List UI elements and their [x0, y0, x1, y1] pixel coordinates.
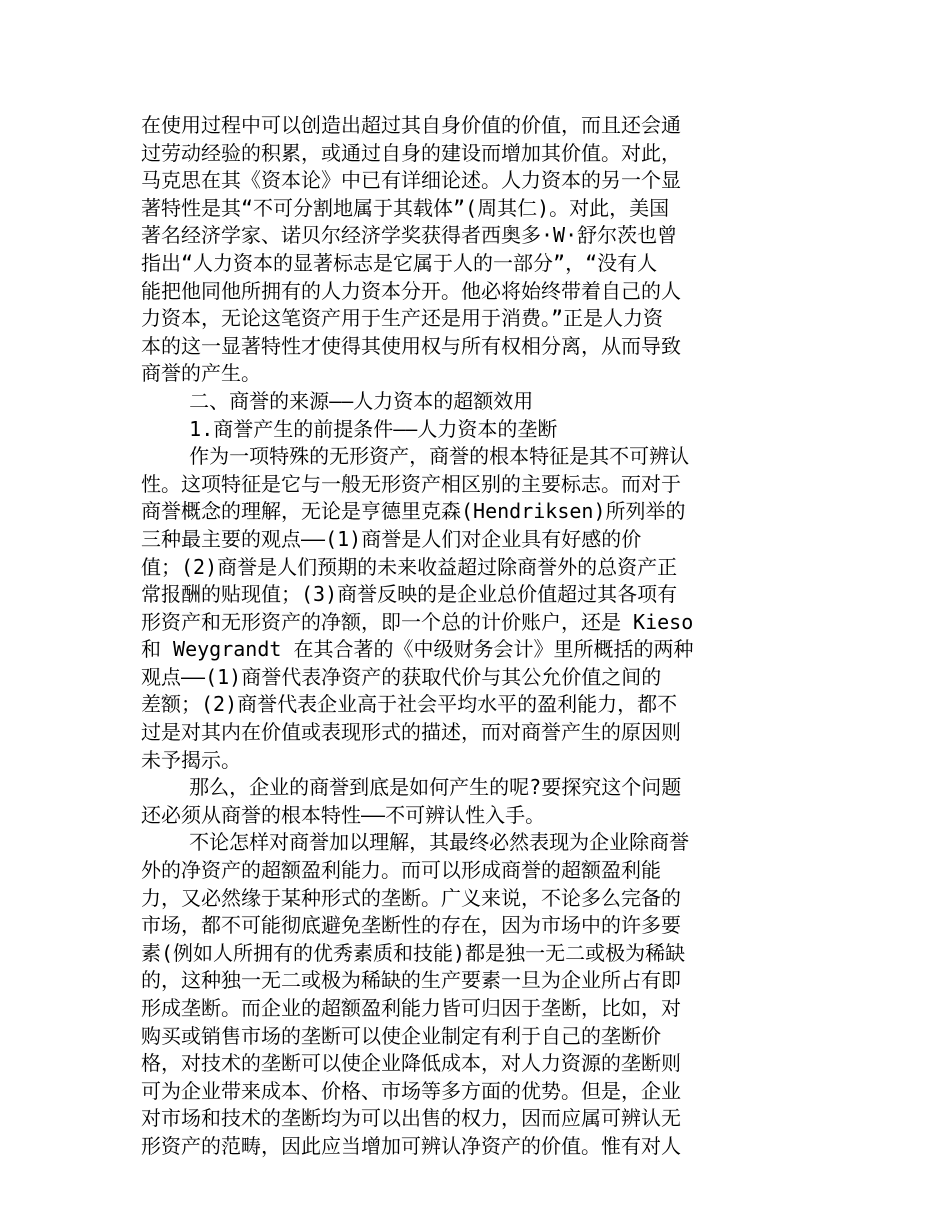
text-line: 差额；(2)商誉代表企业高于社会平均水平的盈利能力，都不 — [141, 692, 678, 717]
text-line: 观点——(1)商誉代表净资产的获取代价与其公允价值之间的 — [141, 664, 662, 689]
text-line: 那么，企业的商誉到底是如何产生的呢?要探究这个问题 — [141, 775, 682, 800]
text-line: 能把他同他所拥有的人力资本分开。他必将始终带着自己的人 — [141, 278, 681, 303]
text-line: 未予揭示。 — [141, 747, 241, 772]
text-line: 不论怎样对商誉加以理解，其最终必然表现为企业除商誉 — [141, 830, 690, 855]
text-line: 商誉概念的理解，无论是亨德里克森(Hendriksen)所列举的 — [141, 499, 686, 524]
text-line: 形成垄断。而企业的超额盈利能力皆可归因于垄断，比如，对 — [141, 996, 681, 1020]
text-line: 本的这一显著特性才使得其使用权与所有权相分离，从而导致 — [141, 333, 681, 358]
text-line: 对市场和技术的垄断均为可以出售的权力，因而应属可辨认无 — [141, 1106, 681, 1131]
text-line: 还必须从商誉的根本特性——不可辨认性入手。 — [141, 802, 546, 827]
text-line: 性。这项特征是它与一般无形资产相区别的主要标志。而对于 — [141, 471, 681, 496]
text-line: 素(例如人所拥有的优秀素质和技能)都是独一无二或极为稀缺 — [141, 940, 686, 965]
text-line: 常报酬的贴现值；(3)商誉反映的是企业总价值超过其各项有 — [141, 582, 678, 607]
text-line: 和 Weygrandt 在其合著的《中级财务会计》里所概括的两种 — [141, 637, 694, 662]
text-line: 力，又必然缘于某种形式的垄断。广义来说，不论多么完备的 — [141, 885, 681, 910]
text-line: 力资本，无论这笔资产用于生产还是用于消费。”正是人力资 — [141, 306, 664, 331]
body-text — [141, 112, 741, 1161]
text-line: 过是对其内在价值或表现形式的描述，而对商誉产生的原因则 — [141, 720, 681, 745]
text-line: 过劳动经验的积累，或通过自身的建设而增加其价值。对此， — [141, 140, 681, 165]
text-line: 外的净资产的超额盈利能力。而可以形成商誉的超额盈利能 — [141, 858, 661, 883]
text-line: 可为企业带来成本、价格、市场等多方面的优势。但是，企业 — [141, 1078, 681, 1103]
text-line: 马克思在其《资本论》中已有详细论述。人力资本的另一个显 — [141, 168, 681, 193]
text-line: 购买或销售市场的垄断可以使企业制定有利于自己的垄断价 — [141, 1023, 661, 1048]
text-line: 形资产的范畴，因此应当增加可辨认净资产的价值。惟有对人 — [141, 1133, 681, 1158]
text-line: 市场，都不可能彻底避免垄断性的存在，因为市场中的许多要 — [141, 913, 681, 938]
text-line: 著名经济学家、诺贝尔经济学奖获得者西奥多·W·舒尔茨也曾 — [141, 223, 678, 248]
text-line: 指出“人力资本的显著标志是它属于人的一部分”，“没有人 — [141, 250, 658, 275]
text-line: 值；(2)商誉是人们预期的未来收益超过除商誉外的总资产正 — [141, 554, 678, 579]
text-line: 形资产和无形资产的净额，即一个总的计价账户，还是 Kieso — [141, 609, 694, 634]
text-line: 商誉的产生。 — [141, 361, 261, 386]
subsection-heading: 1.商誉产生的前提条件——人力资本的垄断 — [141, 416, 558, 441]
text-line: 在使用过程中可以创造出超过其自身价值的价值，而且还会通 — [141, 113, 681, 137]
text-line: 作为一项特殊的无形资产，商誉的根本特征是其不可辨认 — [141, 444, 690, 469]
text-line: 三种最主要的观点——(1)商誉是人们对企业具有好感的价 — [141, 526, 642, 551]
text-line: 著特性是其“不可分割地属于其载体”(周其仁)。对此，美国 — [141, 195, 670, 220]
section-heading: 二、商誉的来源——人力资本的超额效用 — [141, 388, 534, 413]
text-line: 格，对技术的垄断可以使企业降低成本，对人力资源的垄断则 — [141, 1051, 681, 1076]
text-line: 的，这种独一无二或极为稀缺的生产要素一旦为企业所占有即 — [141, 968, 681, 993]
